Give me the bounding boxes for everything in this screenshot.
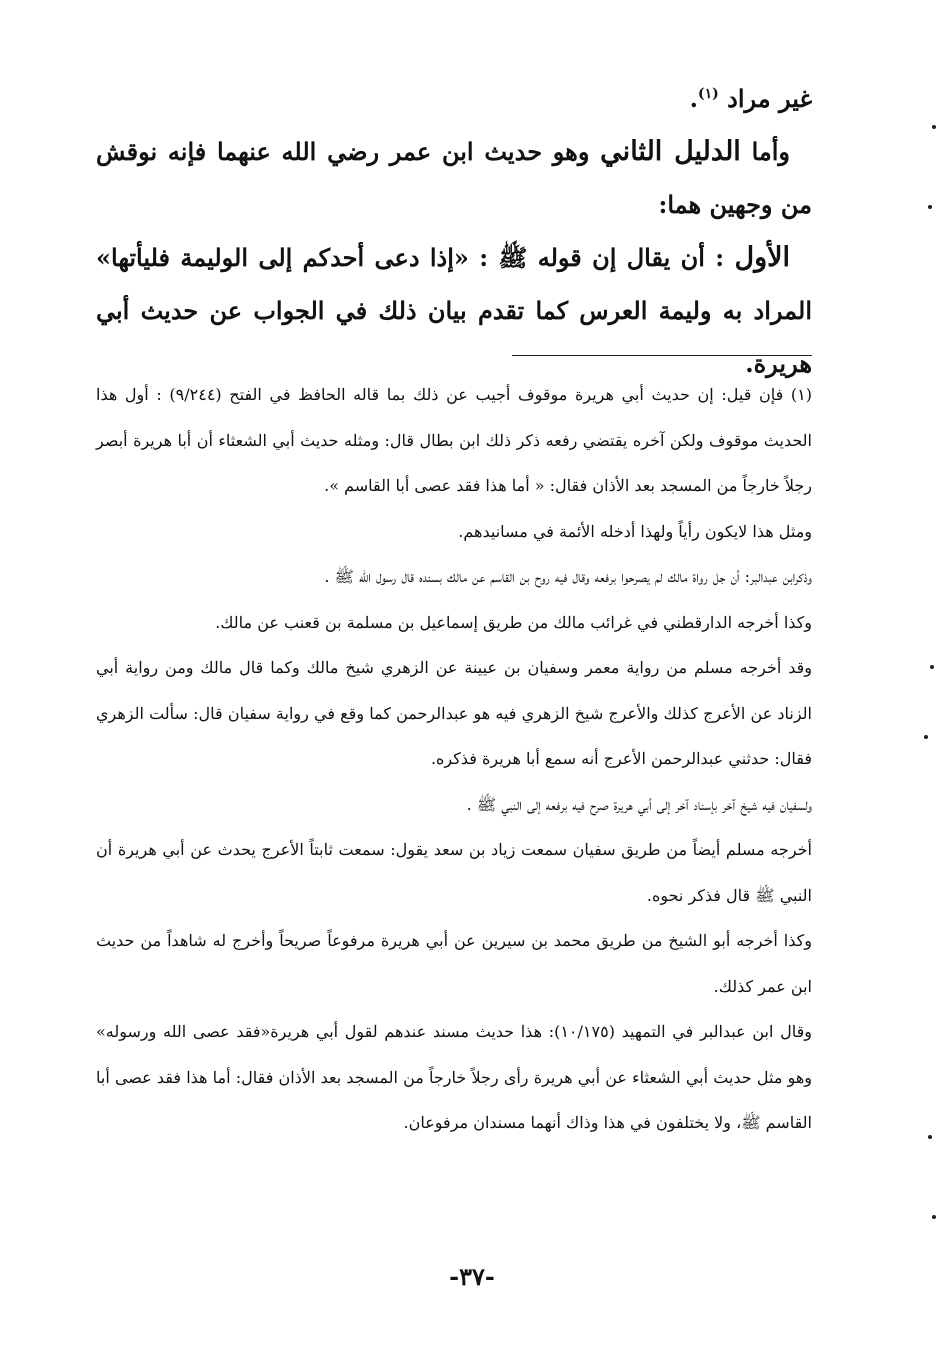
footnote-paragraph-2: ومثل هذا لايكون رأياً ولهذا أدخله الأئمة في مسانيدهم. xyxy=(458,521,812,541)
footnote-paragraph-3: وذكرابن عبدالبر: أن جل رواة مالك لم يصرحوا برفعه وقال فيه روح بن القاسم عن مالك بسنده قال رسول الله ﷺ . xyxy=(324,567,812,586)
footnote-separator xyxy=(512,355,812,356)
scan-speck xyxy=(924,735,928,739)
footnote-paragraph-1: (١) فإن قيل: إن حديث أبي هريرة موقوف أجيب عن ذلك بما قاله الحافظ في الفتح (٩/٢٤٤) : أول هذا الحديث موقوف ولكن آخره يقتضي رفعه ذكر ذلك ابن بطال قال: ومثله حديث أبي الشعثاء أن أبا هريرة أبصر رجلاً خارجاً من المسجد بعد الأذان فقال: « أما هذا فقد عصى أبا القاسم ». xyxy=(96,385,813,495)
footnote-paragraph-6: ولسفيان فيه شيخ آخر بإسناد آخر إلى أبي هريرة صرح فيه برفعه إلى النبي ﷺ . xyxy=(466,794,812,814)
main-paragraph-1 xyxy=(96,72,812,125)
footnote-paragraph-4: وكذا أخرجه الدارقطني في غرائب مالك من طريق إسماعيل بن مسلمة بن قعنب عن مالك. xyxy=(215,612,812,632)
footnote-paragraph-5: وقد أخرجه مسلم من رواية معمر وسفيان بن عيينة عن الزهري شيخ مالك وكما قال مالك ومن رواية أبي الزناد عن الأعرج كذلك والأعرج شيخ الزهري فيه هو عبدالرحمن كما وقع في رواية سفيان قال: سألت الزهري فقال: حدثني عبدالرحمن الأعرج أنه سمع أبا هريرة فذكره. xyxy=(96,658,812,768)
second-evidence-heading: الدليل الثاني xyxy=(600,136,741,167)
main-paragraph-2-text: وهو حديث ابن عمر رضي الله عنهما فإنه نوقش من وجهين هما: xyxy=(96,137,812,219)
scan-speck xyxy=(932,1215,936,1219)
scan-speck xyxy=(930,665,934,669)
main-paragraph-1-text: غير مراد xyxy=(727,84,812,113)
main-paragraph-3-text: : أن يقال إن قوله ﷺ : «إذا دعى أحدكم إلى الوليمة فليأتها» المراد به وليمة العرس كما تقدم بيان ذلك في الجواب عن حديث أبي هريرة. xyxy=(96,243,812,378)
footnote-paragraph-7: أخرجه مسلم أيضاً من طريق سفيان سمعت زياد بن سعد يقول: سمعت ثابتاً الأعرج يحدث عن أبي هريرة أن النبي ﷺ قال فذكر نحوه. xyxy=(96,840,812,905)
book-page xyxy=(96,0,812,1359)
footnotes xyxy=(96,372,812,1146)
scan-speck xyxy=(932,125,936,129)
footnote-paragraph-8: وكذا أخرجه أبو الشيخ من طريق محمد بن سيرين عن أبي هريرة مرفوعاً صريحاً وأخرج له شاهداً من حديث ابن عمر كذلك. xyxy=(96,931,812,996)
main-paragraph-2-lead: وأما xyxy=(751,137,790,166)
footnote-reference[interactable]: (١) xyxy=(698,86,719,102)
scan-speck xyxy=(928,1135,932,1139)
footnote-paragraph-9: وقال ابن عبدالبر في التمهيد (١٠/١٧٥): هذا حديث مسند عندهم لقول أبي هريرة«فقد عصى الله ورسوله» وهو مثل حديث أبي الشعثاء عن أبي هريرة رأى رجلاً خارجاً من المسجد بعد الأذان فقال: أما هذا فقد عصى أبا القاسم ﷺ، ولا يختلفون في هذا وذاك أنهما مسندان مرفوعان. xyxy=(96,1022,812,1132)
first-aspect-heading: الأول xyxy=(734,242,791,273)
main-paragraph-3 xyxy=(96,231,812,390)
page-number: -٣٧- xyxy=(449,1262,495,1291)
scan-speck xyxy=(928,205,932,209)
main-paragraph-1-end: . xyxy=(689,84,699,113)
main-paragraph-2 xyxy=(96,125,812,231)
main-text xyxy=(96,72,812,390)
